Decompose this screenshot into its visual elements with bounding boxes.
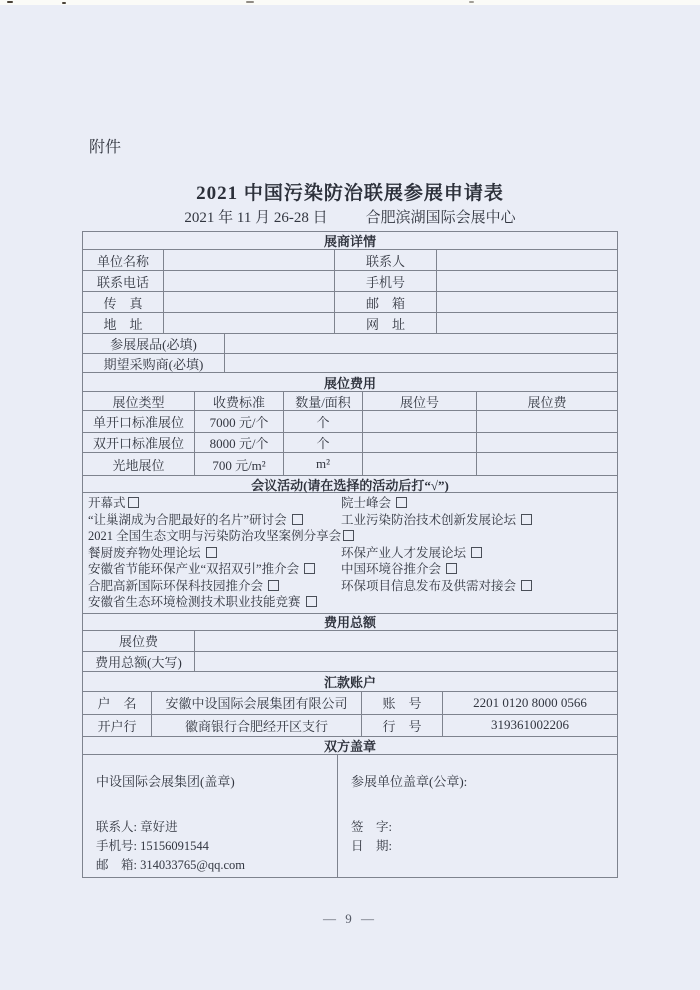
activity-item [88,595,317,609]
activity-item [341,512,532,529]
exhibitor-seal-cell [338,755,617,877]
checkbox-icon [268,580,279,591]
activity-label: 2021 全国生态文明与污染防治攻坚案例分享会 [88,529,342,543]
field-value [195,652,617,671]
booth-type-cell: 单开口标准展位 [83,411,195,432]
exhibitor-seal-heading: 参展单位盖章(公章): [351,773,468,789]
booth-number-cell [363,411,477,432]
booth-fee-cell [477,453,617,475]
activity-item [88,513,303,527]
account-number-value: 2201 0120 8000 0566 [473,694,587,710]
activity-row [88,495,617,512]
checkbox-icon [292,514,303,525]
booth-fee-cell [477,411,617,432]
booth-type-cell: 双开口标准展位 [83,433,195,452]
field-label: 费用总额(大写) [83,652,195,671]
field-label: 参展展品(必填) [83,334,225,353]
table-row [83,715,617,737]
booth-price-cell: 700 元/m² [195,453,284,475]
organizer-seal-heading: 中设国际会展集团(盖章) [96,773,235,789]
activity-item [341,545,482,562]
activity-label: 开幕式 [88,496,126,510]
table-row [83,292,617,313]
activity-row [88,578,617,595]
checkbox-icon [206,547,217,558]
table-row [83,271,617,292]
section-header-activities: 会议活动(请在选择的活动后打“√”) [83,476,617,493]
event-venue: 合肥滨湖国际会展中心 [365,210,516,226]
table-row [83,313,617,334]
activity-item [88,546,217,560]
signature-line: 签 字: [351,819,392,834]
booth-price-cell: 8000 元/个 [195,433,284,452]
field-label: 单位名称 [83,250,164,270]
activity-label: 院士峰会 [341,496,392,510]
section-header-exhibitor-details: 展商详情 [83,232,617,250]
activities-list [83,493,617,614]
field-value [164,292,335,312]
field-value [437,292,617,312]
activity-item [88,562,315,576]
field-value [225,334,617,353]
seal-section-row [83,755,617,877]
field-label: 联系人 [335,250,437,270]
table-row [83,354,617,373]
activity-item [88,496,139,510]
field-value [164,313,335,333]
bank-code-value: 319361002206 [491,717,569,732]
activity-item [341,578,532,595]
table-row [83,433,617,453]
activity-row [88,528,617,545]
organizer-seal-cell [83,755,338,877]
activity-item [341,495,407,512]
field-value [437,271,617,291]
booth-fee-cell [477,433,617,452]
field-value [164,250,335,270]
field-label: 期望采购商(必填) [83,354,225,372]
booth-qty-cell: m² [284,453,363,475]
activity-label: 环保产业人才发展论坛 [341,545,467,560]
field-value [164,271,335,291]
booth-qty-cell: 个 [284,411,363,432]
field-value [437,250,617,270]
table-row [83,631,617,652]
checkbox-icon [128,497,139,508]
booth-price-cell: 7000 元/个 [195,411,284,432]
checkbox-icon [521,514,532,525]
field-label: 传 真 [83,292,164,312]
booth-type-cell: 光地展位 [83,453,195,475]
table-row [83,692,617,715]
column-header: 收费标准 [195,392,284,410]
organizer-contact-phone: 手机号: 15156091544 [96,838,209,853]
activity-label: 合肥高新国际环保科技园推介会 [88,578,264,593]
application-form-table [82,231,618,878]
column-header: 展位费 [527,394,567,410]
scan-edge-artifact [0,0,700,5]
activity-row [88,561,617,578]
table-row [83,334,617,354]
checkbox-icon [471,547,482,558]
activity-label: 中国环境谷推介会 [341,562,442,576]
field-label: 账 号 [362,692,443,714]
activity-label: 环保项目信息发布及供需对接会 [341,578,517,593]
field-label: 手机号 [335,271,437,291]
section-header-booth-fees: 展位费用 [83,373,617,392]
field-label: 邮 箱 [335,292,437,312]
activity-row [88,594,617,611]
page-number: — 9 — [323,911,377,926]
scan-speck [246,1,254,3]
organizer-contact-block [96,818,245,875]
organizer-contact-email: 邮 箱: 314033765@qq.com [96,857,246,872]
table-row [83,652,617,672]
activity-label: 安徽省生态环境检测技术职业技能竞赛 [88,595,301,609]
activity-label: 工业污染防治技术创新发展论坛 [341,512,517,527]
column-header: 展位号 [363,392,477,410]
field-label: 展位费 [83,631,195,651]
column-header: 展位类型 [83,392,195,410]
activity-item [341,561,457,578]
form-title: 2021 中国污染防治联展参展申请表 [196,183,504,204]
table-header-row [83,392,617,411]
attachment-label: 附件 [89,139,122,156]
scan-speck [7,1,13,3]
checkbox-icon [396,497,407,508]
field-label: 行 号 [362,715,443,736]
field-value [437,313,617,333]
date-line: 日 期: [351,838,392,853]
field-value [195,631,617,651]
activity-row [88,512,617,529]
section-header-fee-total: 费用总额 [83,614,617,631]
event-date: 2021 年 11 月 26-28 日 [184,210,328,226]
table-row [83,250,617,271]
field-label: 户 名 [83,692,152,714]
booth-qty-cell: 个 [284,433,363,452]
activity-item [88,529,354,543]
activity-label: 餐厨废弃物处理论坛 [88,545,201,560]
activity-item [88,579,279,593]
checkbox-icon [446,563,457,574]
column-header: 数量/面积 [284,392,363,410]
section-header-remittance-account: 汇款账户 [83,672,617,692]
checkbox-icon [304,563,315,574]
booth-number-cell [363,453,477,475]
activity-label: 安徽省节能环保产业“双招双引”推介会 [88,562,300,576]
checkbox-icon [521,580,532,591]
scan-speck [469,1,474,3]
booth-number-cell [363,433,477,452]
field-label: 联系电话 [83,271,164,291]
bank-branch-value: 徽商银行合肥经开区支行 [152,715,362,736]
activity-row [88,545,617,562]
exhibitor-sign-block [351,818,392,856]
organizer-contact-name: 联系人: 章好进 [96,819,178,834]
checkbox-icon [306,596,317,607]
field-label: 网 址 [335,313,437,333]
field-value [225,354,617,372]
section-header-seals: 双方盖章 [83,737,617,755]
checkbox-icon [343,530,354,541]
table-row [83,411,617,433]
scan-speck [62,2,66,4]
account-name-value: 安徽中设国际会展集团有限公司 [152,692,362,714]
form-subtitle [0,206,700,227]
table-row [83,453,617,476]
activity-label: “让巢湖成为合肥最好的名片”研讨会 [88,512,287,527]
field-label: 开户行 [83,715,152,736]
field-label: 地 址 [83,313,164,333]
